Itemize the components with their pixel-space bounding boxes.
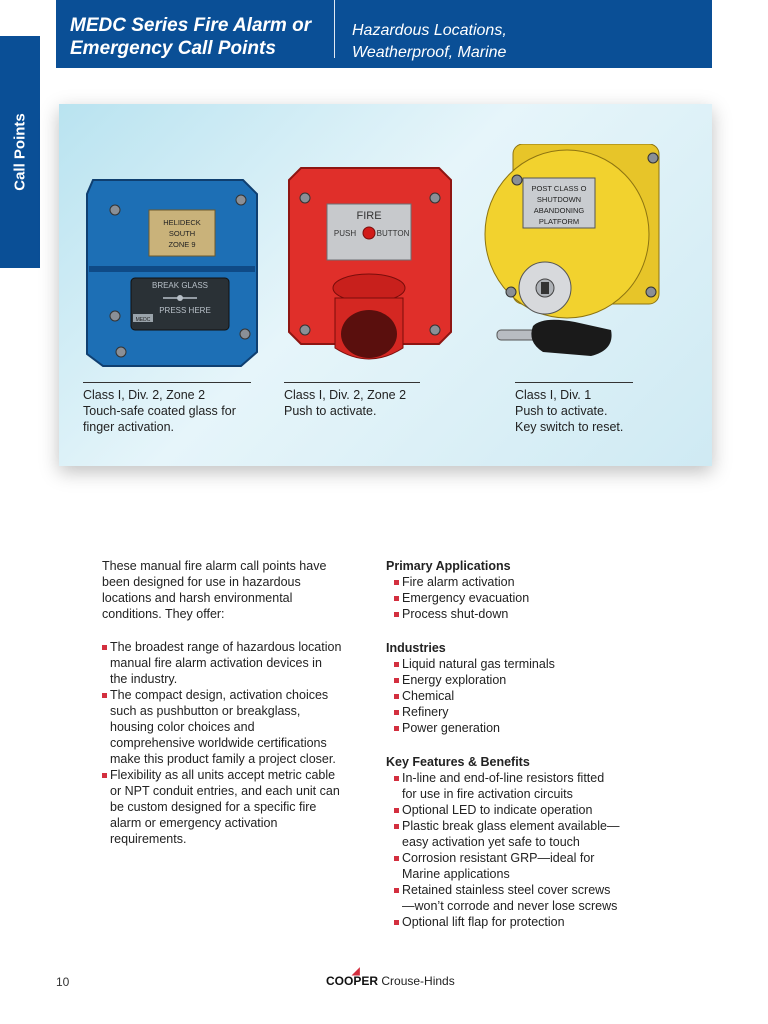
caption-yellow xyxy=(515,382,633,435)
list-item: Plastic break glass element available—easy activation yet safe to touch xyxy=(394,818,622,850)
caption-yellow-line-3: Key switch to reset. xyxy=(515,420,624,434)
list-item: Emergency evacuation xyxy=(394,590,622,606)
list-item: Optional LED to indicate operation xyxy=(394,802,622,818)
list-item: Corrosion resistant GRP—ideal for Marine applications xyxy=(394,850,622,882)
list-item: Fire alarm activation xyxy=(394,574,622,590)
plate-line-button: BUTTON xyxy=(376,229,410,238)
plate-line-shutdown: SHUTDOWN xyxy=(536,195,582,204)
list-item: Refinery xyxy=(394,704,622,720)
list-item: In-line and end-of-line resistors fitted for use in fire activation circuits xyxy=(394,770,622,802)
intro-column xyxy=(102,558,342,847)
list-item: Liquid natural gas terminals xyxy=(394,656,622,672)
logo-subtext: Crouse-Hinds xyxy=(381,974,455,988)
logo-swoosh-icon: ◢ xyxy=(352,966,360,977)
page-title xyxy=(70,14,311,60)
caption-red-line-1: Class I, Div. 2, Zone 2 xyxy=(284,388,407,402)
intro-bullet-list xyxy=(102,639,342,847)
intro-paragraph: These manual fire alarm call points have been designed for use in hazardous locations and harsh environmental conditions. They offer: xyxy=(102,559,327,621)
caption-blue-line-2: Touch-safe coated glass for xyxy=(83,404,236,418)
plate-line-helideck: HELIDECK xyxy=(163,218,201,227)
caption-red xyxy=(284,382,420,419)
list-item: Optional lift flap for protection xyxy=(394,914,622,930)
window-label-breakglass: BREAK GLASS xyxy=(151,281,209,290)
plate-line-south: SOUTH xyxy=(168,229,196,238)
plate-line-push: PUSH xyxy=(333,229,357,238)
caption-yellow-line-2: Push to activate. xyxy=(515,404,608,418)
list-item: Retained stainless steel cover screws—won’t corrode and never lose screws xyxy=(394,882,622,914)
logo-brand: COOPER xyxy=(326,974,379,988)
subtitle-line-2: Weatherproof, Marine xyxy=(352,44,507,61)
header-divider xyxy=(334,0,335,58)
features-list xyxy=(394,770,622,930)
title-line-1: MEDC Series Fire Alarm or xyxy=(70,15,312,36)
cooper-crouse-hinds-logo xyxy=(326,966,455,988)
yellow-call-point-image xyxy=(483,144,663,374)
features-heading: Key Features & Benefits xyxy=(386,755,530,769)
plate-line-postclass: POST CLASS O xyxy=(531,184,587,193)
plate-line-platform: PLATFORM xyxy=(538,217,580,226)
list-item: Chemical xyxy=(394,688,622,704)
intro-bullet: The compact design, activation choices such as pushbutton or breakglass, housing color choices and comprehensive worldwide certifications make this product family a project closer. xyxy=(102,687,342,767)
list-item: Energy exploration xyxy=(394,672,622,688)
list-item: Power generation xyxy=(394,720,622,736)
industries-list xyxy=(394,656,622,736)
industries-heading: Industries xyxy=(386,641,446,655)
caption-blue-line-1: Class I, Div. 2, Zone 2 xyxy=(83,388,206,402)
primary-applications-list xyxy=(394,574,622,622)
details-column xyxy=(386,558,622,930)
side-tab-label: Call Points xyxy=(11,113,29,191)
list-item: Process shut-down xyxy=(394,606,622,622)
caption-blue-line-3: finger activation. xyxy=(83,420,175,434)
window-label-presshere: PRESS HERE xyxy=(159,306,211,315)
header-banner xyxy=(56,0,712,68)
plate-line-fire: FIRE xyxy=(356,210,382,222)
medc-logo-plate: MEDC xyxy=(135,317,151,323)
plate-line-abandoning: ABANDONING xyxy=(533,206,585,215)
blue-call-point-image xyxy=(75,170,259,370)
caption-yellow-line-1: Class I, Div. 1 xyxy=(515,388,592,402)
product-photo-panel xyxy=(59,104,712,466)
caption-red-line-2: Push to activate. xyxy=(284,404,377,418)
page-subtitle xyxy=(352,20,507,64)
subtitle-line-1: Hazardous Locations, xyxy=(352,22,507,39)
page-number: 10 xyxy=(56,975,70,989)
title-line-2: Emergency Call Points xyxy=(70,38,276,59)
intro-bullet: The broadest range of hazardous location manual fire alarm activation devices in the industry. xyxy=(102,639,342,687)
intro-bullet: Flexibility as all units accept metric cable or NPT conduit entries, and each unit can be custom designed for a specific fire alarm or emergency activation requirements. xyxy=(102,767,342,847)
plate-line-zone: ZONE 9 xyxy=(168,240,196,249)
section-side-tab xyxy=(0,36,40,268)
primary-applications-heading: Primary Applications xyxy=(386,559,511,573)
red-call-point-image xyxy=(285,164,455,374)
caption-blue xyxy=(83,382,251,435)
